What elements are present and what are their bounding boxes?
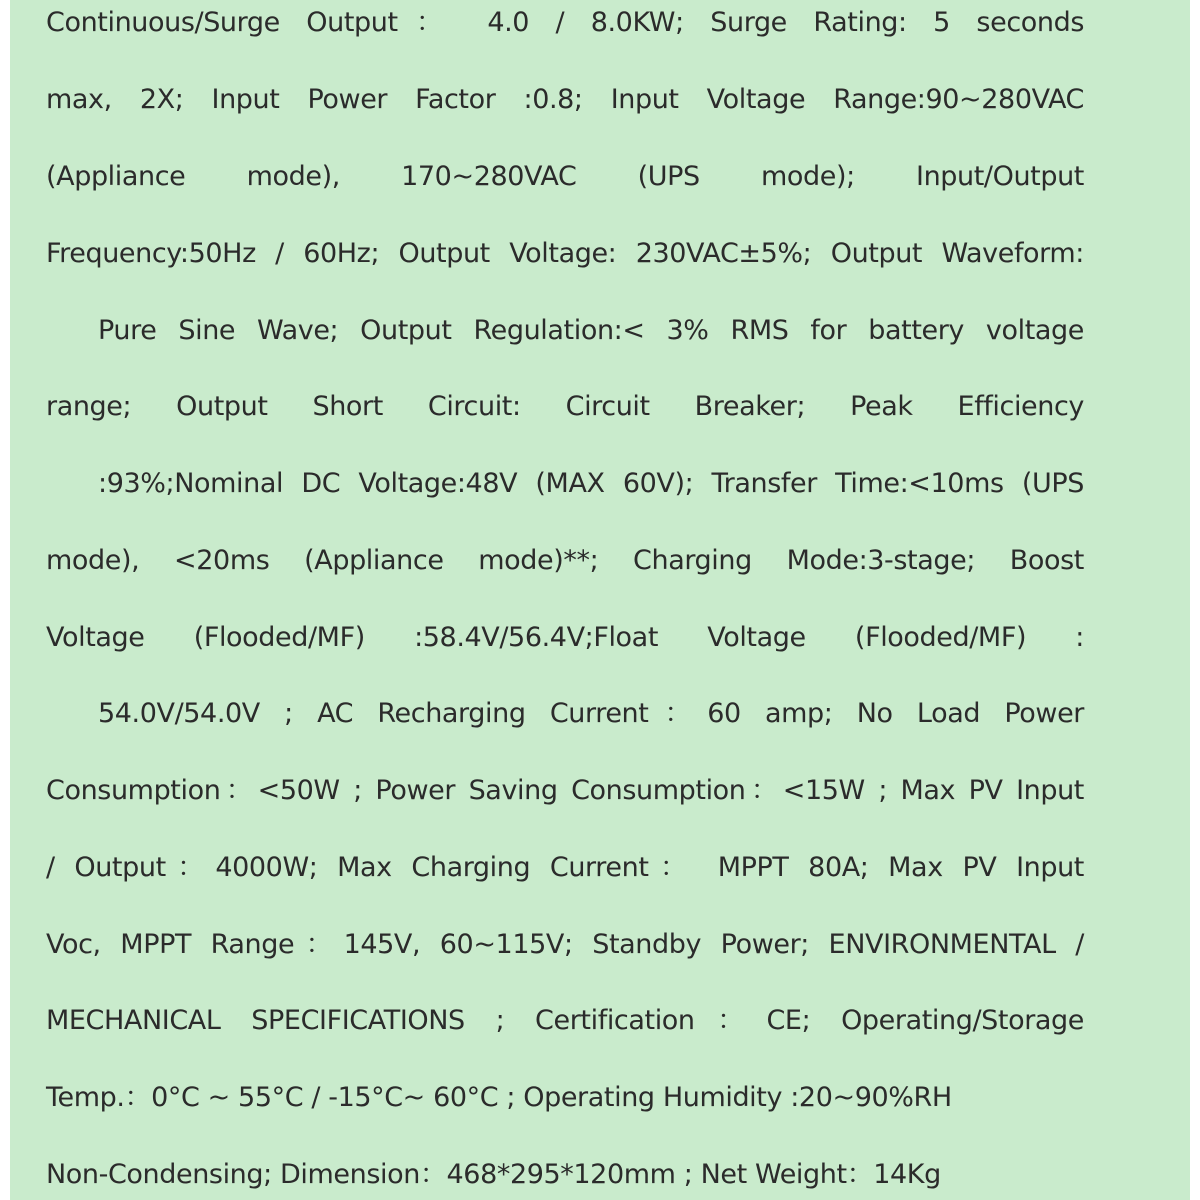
spec-line-1: Continuous/Surge Output： 4.0 / 8.0KW; Surge Rating: 5 seconds	[46, 7, 1084, 38]
spec-line-9: Voltage (Flooded/MF) :58.4V/56.4V;Float Voltage (Flooded/MF) :	[46, 622, 1084, 653]
spec-line-5: Pure Sine Wave; Output Regulation:< 3% RMS for battery voltage	[98, 315, 1084, 346]
spec-line-11: Consumption：<50W ; Power Saving Consumption：<15W ; Max PV Input	[46, 775, 1084, 806]
spec-line-10: 54.0V/54.0V ; AC Recharging Current：60 amp; No Load Power	[98, 698, 1084, 729]
spec-line-4: Frequency:50Hz / 60Hz; Output Voltage: 230VAC±5%; Output Waveform:	[46, 238, 1084, 269]
spec-line-3: (Appliance mode), 170~280VAC (UPS mode); Input/Output	[46, 161, 1084, 192]
spec-line-8: mode), <20ms (Appliance mode)**; Charging Mode:3-stage; Boost	[46, 545, 1084, 576]
spec-line-13: Voc, MPPT Range：145V, 60~115V; Standby Power; ENVIRONMENTAL /	[46, 929, 1084, 960]
spec-line-7: :93%;Nominal DC Voltage:48V (MAX 60V); Transfer Time:<10ms (UPS	[98, 468, 1084, 499]
spec-line-16: Non-Condensing; Dimension：468*295*120mm ; Net Weight：14Kg	[46, 1159, 941, 1190]
spec-line-14: MECHANICAL SPECIFICATIONS ; Certification：CE; Operating/Storage	[46, 1005, 1084, 1036]
spec-line-12: / Output：4000W; Max Charging Current： MPPT 80A; Max PV Input	[46, 852, 1084, 883]
spec-document	[10, 0, 1190, 1200]
spec-line-15: Temp.：0°C ~ 55°C / -15°C~ 60°C ; Operating Humidity :20~90%RH	[46, 1082, 952, 1113]
spec-line-6: range; Output Short Circuit: Circuit Breaker; Peak Efficiency	[46, 391, 1084, 422]
spec-line-2: max, 2X; Input Power Factor :0.8; Input Voltage Range:90~280VAC	[46, 84, 1084, 115]
